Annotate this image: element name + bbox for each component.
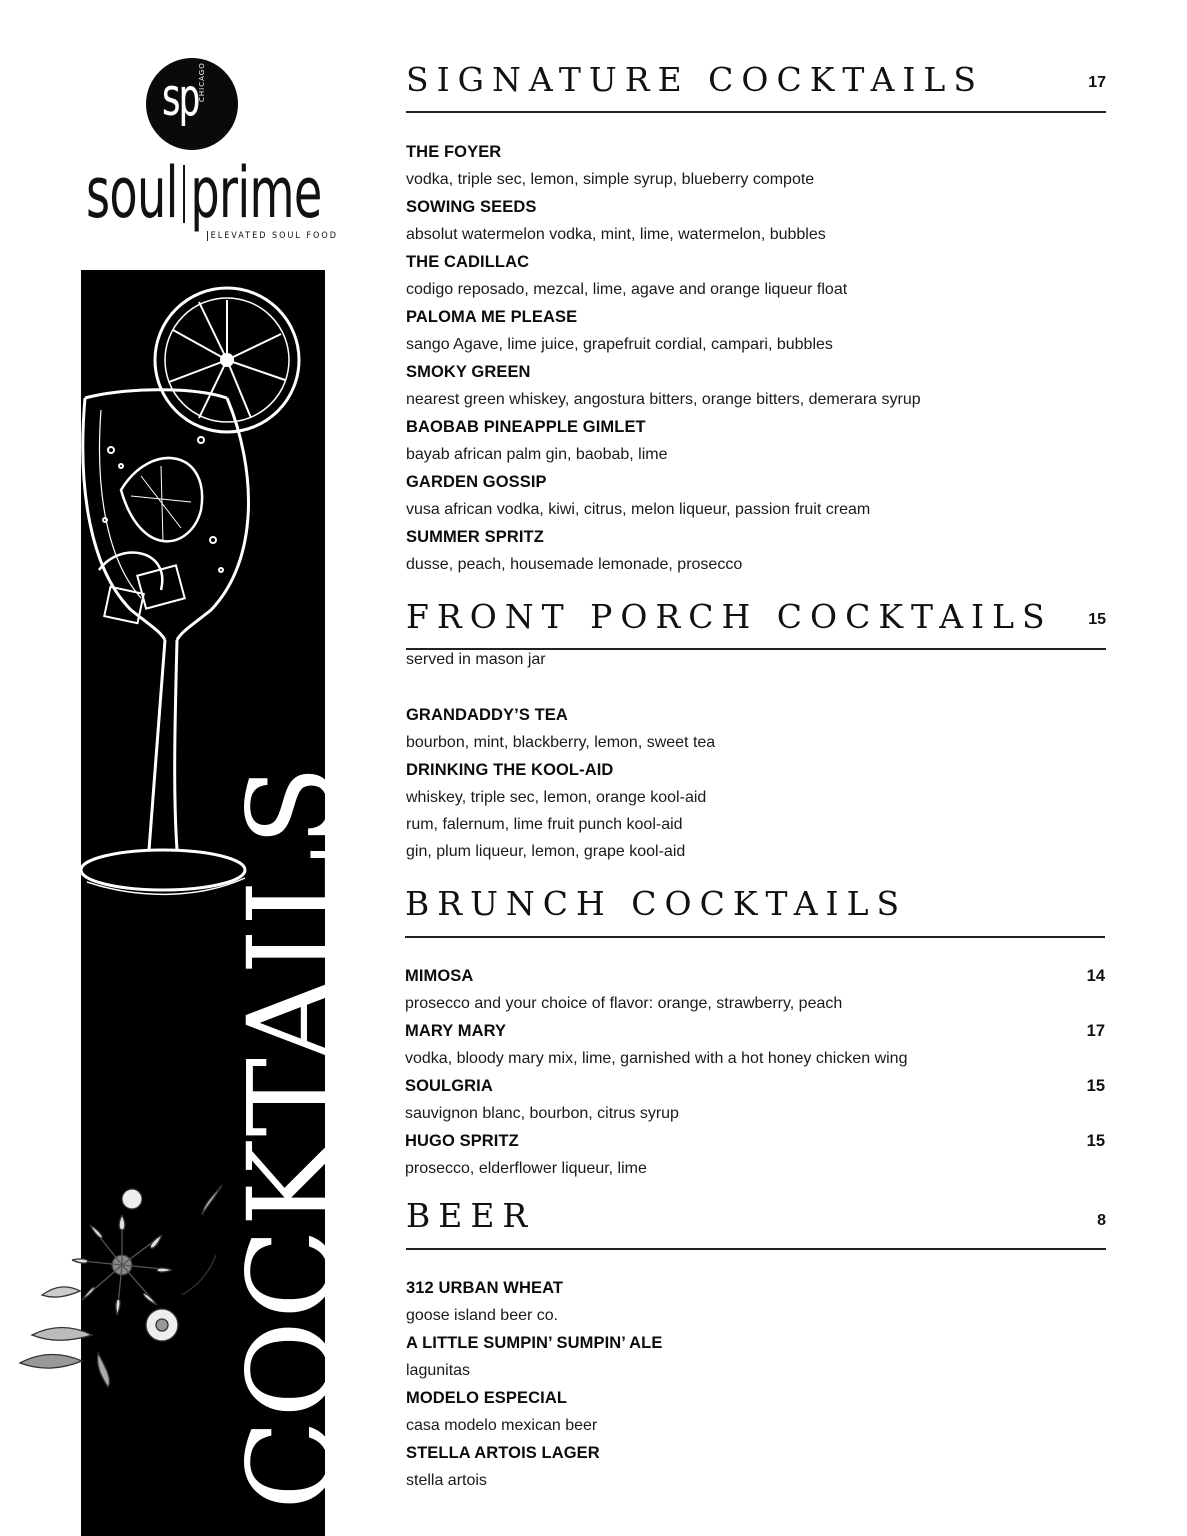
item-name: DRINKING THE KOOL-AID: [406, 761, 614, 779]
item-name: STELLA ARTOIS LAGER: [406, 1444, 600, 1462]
item-description: whiskey, triple sec, lemon, orange kool-aid: [406, 789, 707, 806]
item-description: vodka, bloody mary mix, lime, garnished with a hot honey chicken wing: [405, 1050, 908, 1067]
brand-divider: [183, 165, 185, 223]
item-price: 15: [1086, 1132, 1105, 1150]
section-title: FRONT PORCH COCKTAILS: [406, 597, 1053, 636]
menu-item: [405, 1127, 1105, 1182]
logo-initials: sp: [160, 68, 197, 128]
brand-wordmark: [86, 152, 322, 234]
item-name: SOWING SEEDS: [406, 198, 537, 216]
item-description: stella artois: [406, 1472, 487, 1489]
logo-badge: [146, 58, 238, 150]
vertical-title: COCKTAILS: [222, 763, 360, 1510]
item-description: gin, plum liqueur, lemon, grape kool-aid: [406, 843, 686, 860]
item-name: MARY MARY: [405, 1022, 507, 1040]
item-name: THE FOYER: [406, 143, 502, 161]
menu-item: [405, 1072, 1105, 1127]
section-title: SIGNATURE COCKTAILS: [406, 60, 984, 99]
item-name: A LITTLE SUMPIN’ SUMPIN’ ALE: [406, 1334, 663, 1352]
brand-tagline: ELEVATED SOUL FOOD: [207, 231, 338, 241]
item-description: nearest green whiskey, angostura bitters, orange bitters, demerara syrup: [406, 391, 921, 408]
item-description: goose island beer co.: [406, 1307, 559, 1324]
item-name: MODELO ESPECIAL: [406, 1389, 568, 1407]
menu-item: [405, 962, 1105, 1017]
item-description: vusa african vodka, kiwi, citrus, melon liqueur, passion fruit cream: [406, 501, 871, 518]
item-list: [406, 701, 715, 865]
flower-icon: [72, 1215, 172, 1315]
item-description: lagunitas: [406, 1362, 471, 1379]
section-price: 8: [1097, 1212, 1106, 1229]
item-description: sango Agave, lime juice, grapefruit cordial, campari, bubbles: [406, 336, 833, 353]
item-description: rum, falernum, lime fruit punch kool-aid: [406, 816, 683, 833]
item-list: [406, 648, 546, 672]
item-list: [406, 138, 921, 578]
item-price: 17: [1086, 1022, 1105, 1040]
item-name: THE CADILLAC: [406, 253, 530, 271]
logo-city: CHICAGO: [198, 62, 206, 102]
item-name: GRANDADDY’S TEA: [406, 706, 568, 724]
section-brunch: [405, 884, 1105, 1177]
item-description: codigo reposado, mezcal, lime, agave and orange liqueur float: [406, 281, 848, 298]
item-name: BAOBAB PINEAPPLE GIMLET: [406, 418, 646, 436]
item-list: [405, 962, 1105, 1182]
item-name: SUMMER SPRITZ: [406, 528, 544, 546]
brand-name-right: prime: [190, 152, 322, 234]
item-name: GARDEN GOSSIP: [406, 473, 547, 491]
item-name: SOULGRIA: [405, 1077, 493, 1095]
section-signature: [406, 60, 1106, 573]
section-beer: [406, 1196, 1106, 1489]
menu-item: [405, 1017, 1105, 1072]
item-list: [406, 1274, 662, 1494]
section-front-porch: [406, 597, 1106, 860]
item-description: dusse, peach, housemade lemonade, prosecco: [406, 556, 743, 573]
brand-name-left: soul: [86, 152, 178, 234]
item-name: HUGO SPRITZ: [405, 1132, 519, 1150]
item-description: casa modelo mexican beer: [406, 1417, 598, 1434]
section-price: 15: [1088, 611, 1106, 628]
item-name: SMOKY GREEN: [406, 363, 531, 381]
section-title: BEER: [406, 1196, 536, 1235]
item-price: 14: [1086, 967, 1105, 985]
item-description: absolut watermelon vodka, mint, lime, watermelon, bubbles: [406, 226, 826, 243]
section-divider: [405, 936, 1105, 938]
flower-bouquet-illustration: [12, 1175, 227, 1390]
item-price: 15: [1086, 1077, 1105, 1095]
item-description: bayab african palm gin, baobab, lime: [406, 446, 668, 463]
section-price: 17: [1088, 74, 1106, 91]
section-title: BRUNCH COCKTAILS: [405, 884, 908, 923]
item-description: vodka, triple sec, lemon, simple syrup, blueberry compote: [406, 171, 815, 188]
section-note: served in mason jar: [406, 651, 546, 668]
item-name: 312 URBAN WHEAT: [406, 1279, 564, 1297]
lemon-wheel-icon: [155, 288, 299, 432]
item-description: prosecco and your choice of flavor: orange, strawberry, peach: [405, 995, 843, 1012]
item-name: MIMOSA: [405, 967, 474, 985]
item-description: bourbon, mint, blackberry, lemon, sweet tea: [406, 734, 716, 751]
item-description: sauvignon blanc, bourbon, citrus syrup: [405, 1105, 679, 1122]
item-name: PALOMA ME PLEASE: [406, 308, 578, 326]
item-description: prosecco, elderflower liqueur, lime: [405, 1160, 647, 1177]
section-divider: [406, 1248, 1106, 1250]
section-divider: [406, 111, 1106, 113]
